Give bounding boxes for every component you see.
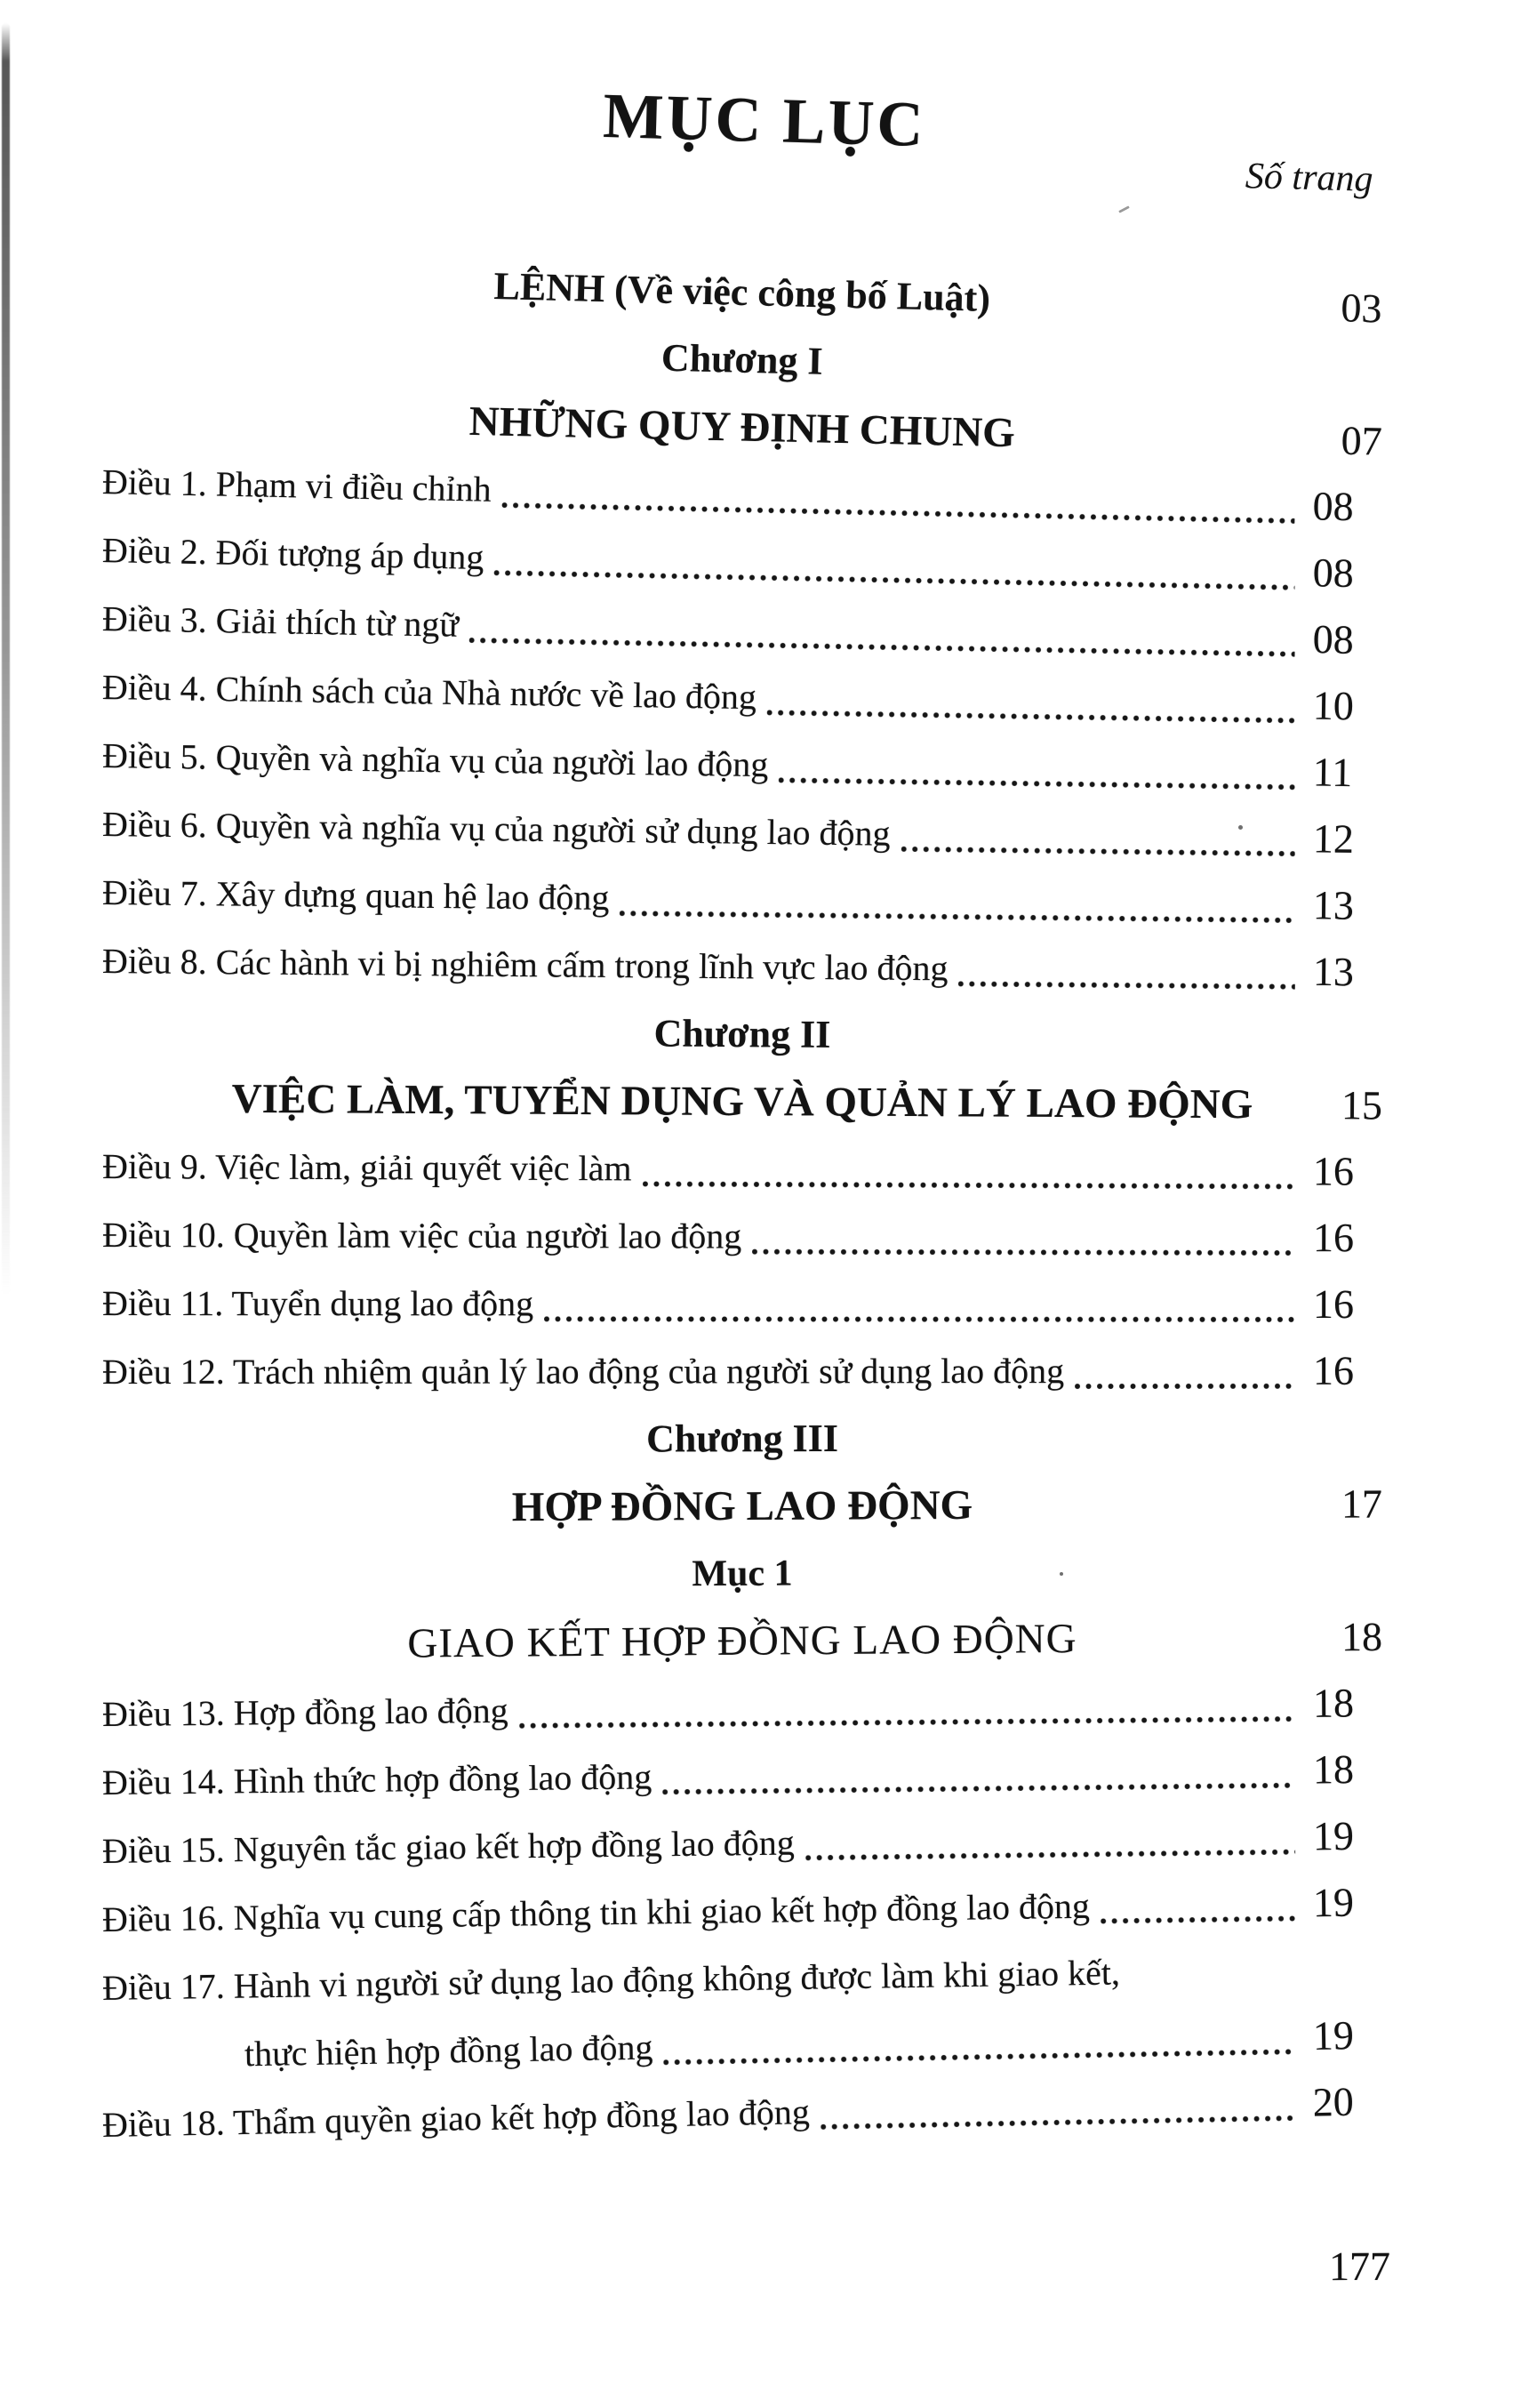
toc-item-label: Chương III — [646, 1416, 838, 1461]
dotted-leader — [779, 775, 1295, 792]
toc-item-label: Điều 16. Nghĩa vụ cung cấp thông tin khi giao kết hợp đồng lao động — [101, 1885, 1091, 1939]
toc-item-label: NHỮNG QUY ĐỊNH CHUNG — [468, 397, 1016, 456]
toc-heading — [102, 1064, 1382, 1139]
toc-page-number: 15 — [1341, 1081, 1383, 1128]
toc-page-number: 12 — [1312, 815, 1355, 862]
toc-page-number: 08 — [1312, 550, 1355, 597]
dotted-leader — [620, 908, 1295, 926]
toc-item-label: Điều 12. Trách nhiệm quản lý lao động của người sử dụng lao động — [101, 1351, 1065, 1392]
toc-page-number: 16 — [1312, 1148, 1355, 1194]
toc-page-number: 17 — [1341, 1480, 1383, 1527]
dotted-leader — [501, 500, 1294, 526]
dotted-leader — [494, 567, 1295, 593]
toc-heading — [102, 1402, 1382, 1474]
toc-item-label: Chương II — [653, 1011, 831, 1056]
toc-heading — [102, 1536, 1382, 1611]
folio-page-number: 177 — [1328, 2243, 1391, 2290]
toc-item-label: Điều 8. Các hành vi bị nghiêm cấm trong lĩnh vực lao động — [101, 941, 949, 989]
toc-page-number: 19 — [1312, 1812, 1355, 1859]
toc-page-number: 16 — [1312, 1347, 1355, 1393]
toc-entry — [102, 1132, 1382, 1206]
toc-item-label: Điều 1. Phạm vi điều chỉnh — [101, 462, 492, 510]
toc-page-number: 08 — [1312, 616, 1355, 662]
scan-edge-artifact — [2, 23, 10, 1295]
toc-list — [102, 242, 1382, 2159]
toc-item-label: Mục 1 — [692, 1553, 793, 1594]
toc-page-number: 13 — [1312, 948, 1355, 995]
toc-page-number: 03 — [1340, 284, 1383, 331]
toc-entry — [102, 1336, 1382, 1406]
scan-speck — [1118, 205, 1130, 213]
toc-item-label: HỢP ĐỒNG LAO ĐỘNG — [511, 1481, 973, 1530]
toc-item-label: VIỆC LÀM, TUYỂN DỤNG VÀ QUẢN LÝ LAO ĐỘNG — [231, 1075, 1253, 1128]
scan-speck — [1060, 1572, 1063, 1576]
toc-item-label: Điều 2. Đối tượng áp dụng — [101, 530, 484, 577]
dotted-leader — [664, 2046, 1296, 2067]
toc-item-label: Chương I — [660, 335, 824, 383]
dotted-leader — [752, 1247, 1295, 1258]
toc-page-number: 18 — [1341, 1613, 1383, 1659]
toc-item-label: Điều 15. Nguyên tắc giao kết hợp đồng lao động — [101, 1822, 795, 1871]
page-number-column-label: Số trang — [1245, 156, 1374, 200]
toc-page-number: 13 — [1312, 882, 1355, 928]
dotted-leader — [662, 1780, 1295, 1798]
toc-item-label: Điều 17. Hành vi người sử dụng lao động không được làm khi giao kết, — [101, 1952, 1121, 2008]
toc-page-number: 19 — [1312, 1879, 1355, 1926]
toc-item-label: thực hiện hợp đồng lao động — [244, 2027, 653, 2075]
toc-item-label: Điều 6. Quyền và nghĩa vụ của người sử dụng lao động — [101, 804, 891, 854]
scan-speck — [1238, 825, 1243, 830]
toc-heading — [102, 1469, 1382, 1543]
dotted-leader — [958, 978, 1295, 991]
toc-entry — [102, 1269, 1382, 1338]
toc-item-label: Điều 11. Tuyển dụng lao động — [101, 1283, 534, 1324]
toc-heading — [102, 995, 1383, 1072]
dotted-leader — [1075, 1381, 1295, 1392]
toc-page-number: 16 — [1312, 1280, 1355, 1327]
toc-item-label: Điều 3. Giải thích từ ngữ — [101, 598, 460, 645]
dotted-leader — [805, 1847, 1295, 1864]
toc-page-number: 07 — [1341, 417, 1383, 464]
page-title: MỤC LỤC — [602, 79, 927, 161]
toc-item-label: GIAO KẾT HỢP ĐỒNG LAO ĐỘNG — [407, 1615, 1077, 1666]
toc-item-label: LỆNH (Về việc công bố Luật) — [492, 264, 991, 320]
toc-page-number: 08 — [1312, 483, 1355, 530]
toc-entry — [102, 927, 1383, 1007]
toc-page-number: 20 — [1312, 2078, 1355, 2125]
toc-item-label: Điều 14. Hình thức hợp đồng lao động — [101, 1756, 652, 1802]
toc-page-number: 18 — [1312, 1680, 1355, 1726]
dotted-leader — [901, 844, 1295, 859]
toc-heading — [102, 1601, 1383, 1680]
dotted-leader — [519, 1714, 1295, 1731]
dotted-leader — [1101, 1913, 1295, 1926]
dotted-leader — [469, 635, 1295, 660]
toc-item-label: Điều 4. Chính sách của Nhà nước về lao động — [101, 667, 757, 718]
dotted-leader — [821, 2113, 1295, 2132]
dotted-leader — [767, 707, 1295, 726]
toc-item-label: Điều 7. Xây dựng quan hệ lao động — [101, 872, 610, 918]
toc-entry — [102, 1200, 1382, 1272]
dotted-leader — [544, 1313, 1295, 1325]
toc-page-number: 19 — [1312, 2012, 1355, 2059]
toc-item-label: Điều 5. Quyền và nghĩa vụ của người lao động — [101, 735, 769, 785]
toc-page-number: 11 — [1312, 749, 1353, 796]
toc-item-label: Điều 13. Hợp đồng lao động — [101, 1690, 508, 1734]
toc-page-number: 10 — [1312, 682, 1355, 729]
toc-page-number: 16 — [1312, 1215, 1355, 1261]
toc-page-number: 18 — [1312, 1746, 1355, 1793]
toc-item-label: Điều 10. Quyền làm việc của người lao động — [101, 1215, 742, 1256]
dotted-leader — [642, 1178, 1294, 1192]
toc-item-label: Điều 18. Thẩm quyền giao kết hợp đồng lao động — [101, 2091, 811, 2145]
toc-item-label: Điều 9. Việc làm, giải quyết việc làm — [101, 1146, 632, 1189]
